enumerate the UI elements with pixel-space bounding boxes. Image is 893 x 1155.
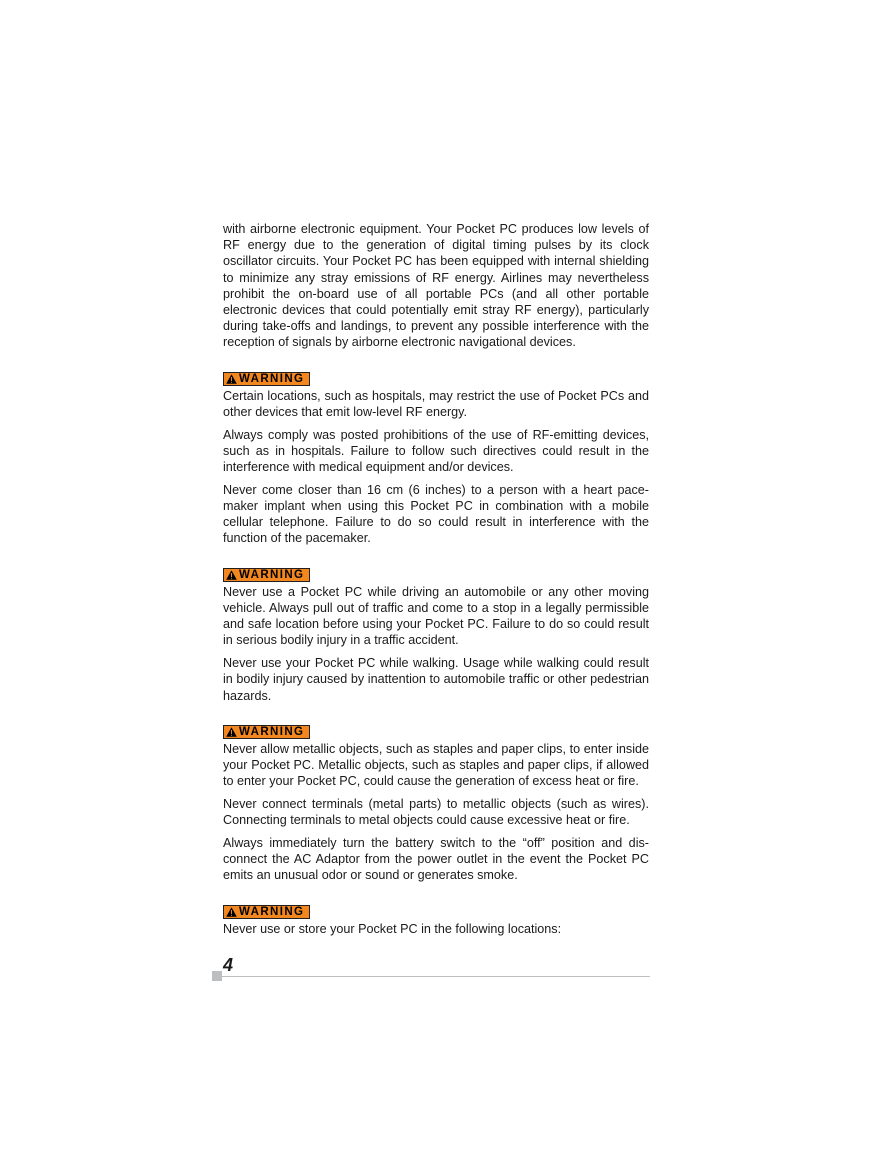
warning-badge bbox=[223, 905, 310, 919]
warning-1-paragraph-1: Certain locations, such as hospitals, may restrict the use of Pocket PCs and other devices that emit low-level RF energy. bbox=[223, 388, 649, 420]
warning-2-paragraph-1: Never use a Pocket PC while driving an automobile or any other moving vehicle. Always pull out of traffic and come to a stop in a legally permissible and safe location before using your Pocket PC. Failure to do so could result in serious bodily injury in a traffic accident. bbox=[223, 584, 649, 648]
intro-paragraph: with airborne electronic equipment. Your Pocket PC produces low levels of RF energy due to the generation of digital timing pulses by its clock oscillator circuits. Your Pocket PC has been equipped with internal shielding to minimize any stray emissions of RF energy. Airlines may nevertheless prohibit the on-board use of all portable PCs (and all other portable electronic devices that could potentially emit stray RF energy), particularly during take-offs and landings, to prevent any possible interference with the reception of signals by airborne electronic navigational devices. bbox=[223, 222, 649, 350]
warning-triangle-icon bbox=[226, 907, 237, 917]
warning-section-3 bbox=[223, 725, 649, 884]
warning-badge bbox=[223, 372, 310, 386]
warning-1-paragraph-2: Always comply was posted prohibitions of the use of RF-emitting devices, such as in hospitals. Failure to follow such directives could result in the interference with medical equipment and/or devices. bbox=[223, 427, 649, 475]
warning-4-paragraph-1: Never use or store your Pocket PC in the following locations: bbox=[223, 921, 562, 936]
warning-label: WARNING bbox=[239, 905, 305, 918]
footer-marker-square bbox=[212, 971, 222, 981]
warning-3-paragraph-2: Never connect terminals (metal parts) to metallic objects (such as wires). Connecting terminals to metal objects could cause excessive heat or fire. bbox=[223, 797, 649, 828]
warning-3-paragraph-1: Never allow metallic objects, such as staples and paper clips, to enter inside your Pocket PC. Metallic objects, such as staples and paper clips, if allowed to enter your Pocket PC, could cause the generation of excess heat or fire. bbox=[223, 741, 649, 789]
warning-badge bbox=[223, 568, 310, 582]
warning-badge bbox=[223, 725, 310, 739]
warning-3-paragraph-3: Always immediately turn the battery switch to the “off” position and disconnect the AC Adaptor from the power outlet in the event the Pocket PC emits an unusual odor or sound or generates smoke. bbox=[223, 836, 649, 883]
page-number: 4 bbox=[223, 955, 234, 975]
warning-section-4 bbox=[223, 905, 649, 937]
warning-label: WARNING bbox=[239, 372, 305, 385]
warning-2-paragraph-2: Never use your Pocket PC while walking. Usage while walking could result in bodily injury caused by inattention to automobile traffic or other pedestrian hazards. bbox=[223, 656, 649, 703]
warning-triangle-icon bbox=[226, 570, 237, 580]
warning-triangle-icon bbox=[226, 374, 237, 384]
footer-rule bbox=[222, 976, 650, 977]
warning-1-paragraph-3: Never come closer than 16 cm (6 inches) to a person with a heart pacemaker implant when using this Pocket PC in combination with a mobile cellular telephone. Failure to do so could result in interference with the function of the pacemaker. bbox=[223, 482, 649, 546]
warning-label: WARNING bbox=[239, 725, 305, 738]
warning-section-1 bbox=[223, 372, 649, 547]
warning-section-2 bbox=[223, 568, 649, 704]
warning-triangle-icon bbox=[226, 727, 237, 737]
page-body bbox=[223, 221, 649, 937]
warning-label: WARNING bbox=[239, 568, 305, 581]
